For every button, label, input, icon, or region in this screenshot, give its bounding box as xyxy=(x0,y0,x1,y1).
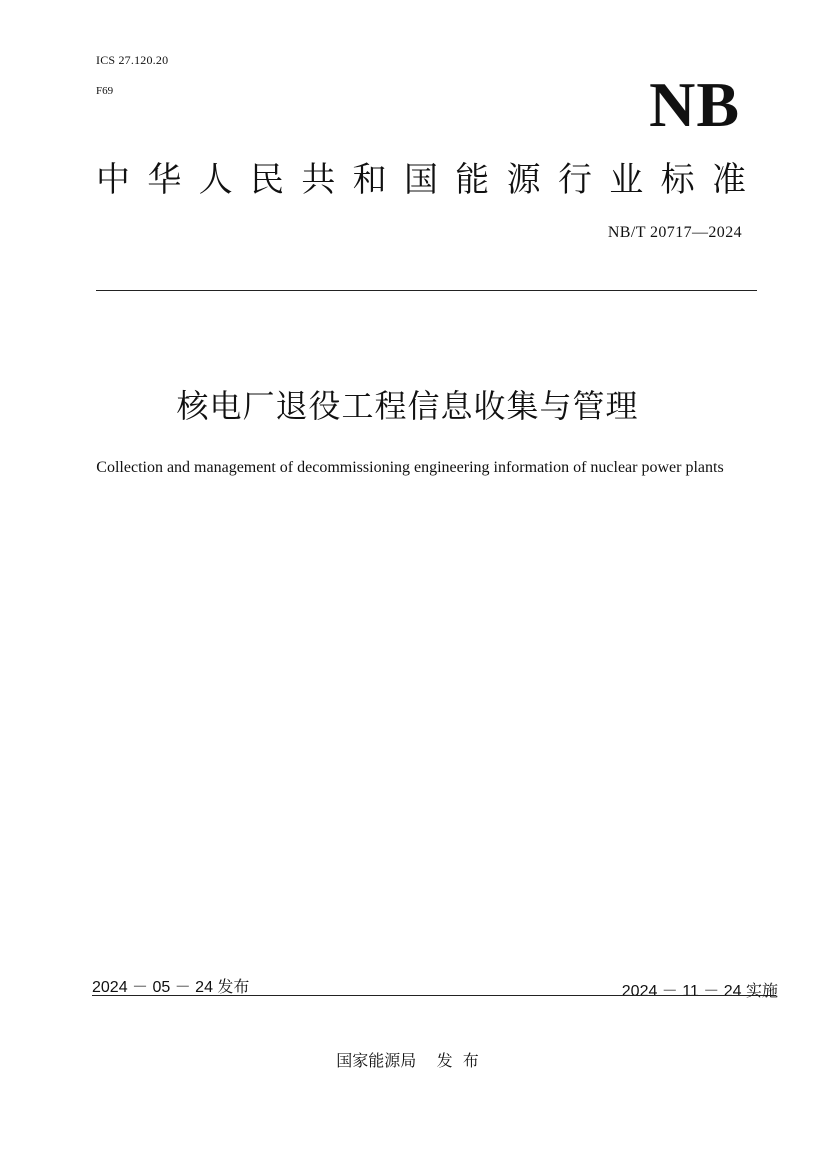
standard-type-char: 中 xyxy=(96,160,130,200)
standard-type-char: 共 xyxy=(301,160,336,200)
standard-type-char: 华 xyxy=(147,160,182,200)
ccs-code: F69 xyxy=(96,85,114,97)
standard-type-char: 业 xyxy=(609,160,644,200)
document-title-chinese: 核电厂退役工程信息收集与管理 xyxy=(176,387,639,425)
issue-date: 2024 － 05 － 24 发布 xyxy=(92,979,250,996)
ics-code: ICS 27.120.20 xyxy=(96,53,169,67)
standard-type-char: 标 xyxy=(660,160,695,200)
publisher: 国家能源局 发 布 xyxy=(336,1051,479,1070)
standard-type-char: 国 xyxy=(403,160,438,200)
standard-type-title xyxy=(96,158,746,202)
implementation-date: 2024 － 11 － 24 实施 xyxy=(621,983,778,1000)
bottom-divider xyxy=(92,995,776,996)
standard-type-char: 能 xyxy=(455,160,490,200)
standard-type-char: 民 xyxy=(249,160,284,200)
standard-type-char: 和 xyxy=(352,160,387,200)
standard-type-char: 行 xyxy=(557,160,592,200)
standard-type-char: 人 xyxy=(198,160,233,200)
nb-logo: NB xyxy=(649,69,740,140)
top-divider xyxy=(96,290,757,291)
document-title-english: Collection and management of decommissioning engineering information of nuclear power plants xyxy=(96,459,724,476)
standard-number: NB/T 20717—2024 xyxy=(607,224,742,241)
standard-type-char: 源 xyxy=(506,160,541,200)
standard-type-char: 准 xyxy=(711,160,746,200)
